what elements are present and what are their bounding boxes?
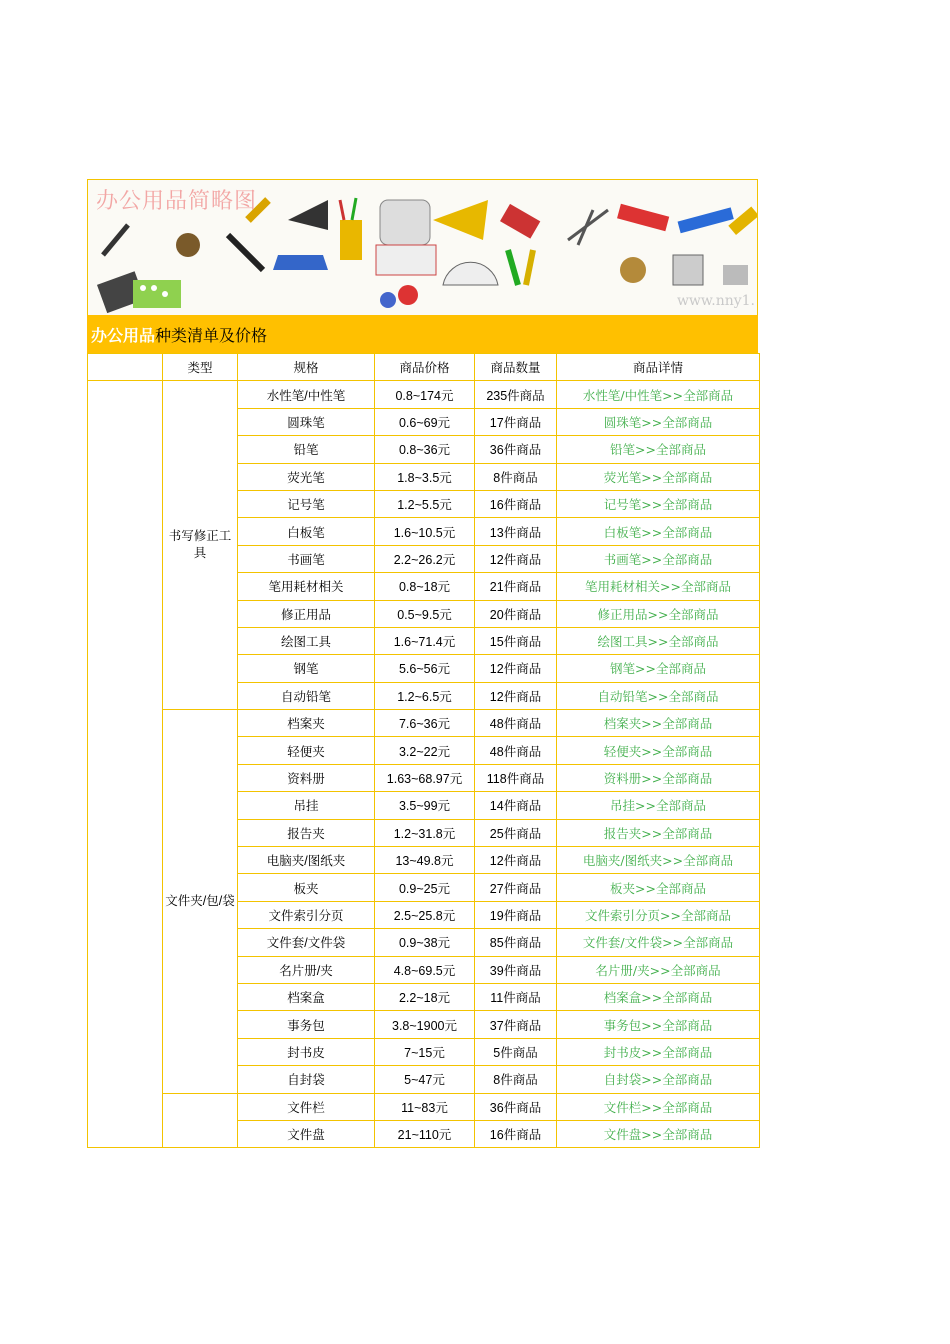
quantity-cell: 16件商品 [475, 490, 557, 517]
quantity-cell: 8件商品 [475, 463, 557, 490]
price-cell: 0.9~25元 [375, 874, 475, 901]
price-cell: 0.8~174元 [375, 381, 475, 408]
price-cell: 3.5~99元 [375, 792, 475, 819]
category-cell [163, 1093, 238, 1148]
quantity-cell: 11件商品 [475, 983, 557, 1010]
quantity-cell: 48件商品 [475, 710, 557, 737]
spec-cell: 轻便夹 [238, 737, 375, 764]
quantity-cell: 17件商品 [475, 408, 557, 435]
details-link[interactable]: 报告夹>>全部商品 [557, 819, 760, 846]
spec-cell: 绘图工具 [238, 627, 375, 654]
spec-cell: 名片册/夹 [238, 956, 375, 983]
price-cell: 1.2~6.5元 [375, 682, 475, 709]
banner-title: 办公用品简略图 [96, 189, 258, 214]
spec-cell: 铅笔 [238, 436, 375, 463]
column-header-quantity: 商品数量 [475, 354, 557, 381]
spec-cell: 板夹 [238, 874, 375, 901]
details-link[interactable]: 吊挂>>全部商品 [557, 792, 760, 819]
spec-cell: 吊挂 [238, 792, 375, 819]
price-cell: 1.63~68.97元 [375, 764, 475, 791]
price-cell: 3.8~1900元 [375, 1011, 475, 1038]
table-row [88, 381, 760, 408]
quantity-cell: 15件商品 [475, 627, 557, 654]
details-link[interactable]: 白板笔>>全部商品 [557, 518, 760, 545]
details-link[interactable]: 电脑夹/图纸夹>>全部商品 [557, 847, 760, 874]
spec-cell: 记号笔 [238, 490, 375, 517]
details-link[interactable]: 书画笔>>全部商品 [557, 545, 760, 572]
spec-cell: 钢笔 [238, 655, 375, 682]
spec-cell: 自封袋 [238, 1066, 375, 1093]
column-header-price: 商品价格 [375, 354, 475, 381]
quantity-cell: 20件商品 [475, 600, 557, 627]
quantity-cell: 36件商品 [475, 1093, 557, 1120]
details-link[interactable]: 资料册>>全部商品 [557, 764, 760, 791]
details-link[interactable]: 铅笔>>全部商品 [557, 436, 760, 463]
spec-cell: 水性笔/中性笔 [238, 381, 375, 408]
details-link[interactable]: 绘图工具>>全部商品 [557, 627, 760, 654]
heading-rest: 种类清单及价格 [155, 325, 268, 345]
spec-cell: 档案盒 [238, 983, 375, 1010]
details-link[interactable]: 修正用品>>全部商品 [557, 600, 760, 627]
price-cell: 0.5~9.5元 [375, 600, 475, 627]
quantity-cell: 16件商品 [475, 1120, 557, 1147]
column-header-details: 商品详情 [557, 354, 760, 381]
banner-watermark: www.nny1. [676, 293, 755, 309]
price-cell: 0.6~69元 [375, 408, 475, 435]
details-link[interactable]: 轻便夹>>全部商品 [557, 737, 760, 764]
quantity-cell: 12件商品 [475, 545, 557, 572]
quantity-cell: 39件商品 [475, 956, 557, 983]
price-cell: 1.6~10.5元 [375, 518, 475, 545]
table-row [88, 710, 760, 737]
category-cell: 书写修正工具 [163, 381, 238, 710]
price-cell: 21~110元 [375, 1120, 475, 1147]
spec-cell: 封书皮 [238, 1038, 375, 1065]
quantity-cell: 12件商品 [475, 682, 557, 709]
details-link[interactable]: 自动铅笔>>全部商品 [557, 682, 760, 709]
details-link[interactable]: 文件索引分页>>全部商品 [557, 901, 760, 928]
details-link[interactable]: 水性笔/中性笔>>全部商品 [557, 381, 760, 408]
quantity-cell: 5件商品 [475, 1038, 557, 1065]
price-cell: 7.6~36元 [375, 710, 475, 737]
quantity-cell: 12件商品 [475, 655, 557, 682]
details-link[interactable]: 文件盘>>全部商品 [557, 1120, 760, 1147]
price-cell: 2.5~25.8元 [375, 901, 475, 928]
price-cell: 1.8~3.5元 [375, 463, 475, 490]
quantity-cell: 118件商品 [475, 764, 557, 791]
quantity-cell: 48件商品 [475, 737, 557, 764]
price-cell: 5.6~56元 [375, 655, 475, 682]
spec-cell: 圆珠笔 [238, 408, 375, 435]
quantity-cell: 13件商品 [475, 518, 557, 545]
column-header-spec: 规格 [238, 354, 375, 381]
quantity-cell: 235件商品 [475, 381, 557, 408]
spec-cell: 自动铅笔 [238, 682, 375, 709]
price-cell: 1.6~71.4元 [375, 627, 475, 654]
category-cell: 文件夹/包/袋 [163, 710, 238, 1093]
quantity-cell: 14件商品 [475, 792, 557, 819]
quantity-cell: 25件商品 [475, 819, 557, 846]
spec-cell: 修正用品 [238, 600, 375, 627]
price-cell: 3.2~22元 [375, 737, 475, 764]
table-row [88, 1093, 760, 1120]
spec-cell: 事务包 [238, 1011, 375, 1038]
details-link[interactable]: 档案夹>>全部商品 [557, 710, 760, 737]
details-link[interactable]: 板夹>>全部商品 [557, 874, 760, 901]
price-table-body [88, 354, 760, 1148]
details-link[interactable]: 圆珠笔>>全部商品 [557, 408, 760, 435]
spec-cell: 白板笔 [238, 518, 375, 545]
spec-cell: 文件栏 [238, 1093, 375, 1120]
quantity-cell: 12件商品 [475, 847, 557, 874]
details-link[interactable]: 事务包>>全部商品 [557, 1011, 760, 1038]
price-cell: 7~15元 [375, 1038, 475, 1065]
quantity-cell: 27件商品 [475, 874, 557, 901]
details-link[interactable]: 自封袋>>全部商品 [557, 1066, 760, 1093]
spec-cell: 资料册 [238, 764, 375, 791]
section-heading [87, 315, 758, 353]
details-link[interactable]: 笔用耗材相关>>全部商品 [557, 573, 760, 600]
office-supplies-banner-image [87, 179, 758, 315]
price-cell: 5~47元 [375, 1066, 475, 1093]
price-table [87, 353, 760, 1148]
price-cell: 2.2~26.2元 [375, 545, 475, 572]
quantity-cell: 37件商品 [475, 1011, 557, 1038]
price-cell: 13~49.8元 [375, 847, 475, 874]
spec-cell: 文件盘 [238, 1120, 375, 1147]
details-link[interactable]: 记号笔>>全部商品 [557, 490, 760, 517]
spec-cell: 笔用耗材相关 [238, 573, 375, 600]
price-cell: 0.8~18元 [375, 573, 475, 600]
quantity-cell: 19件商品 [475, 901, 557, 928]
spec-cell: 报告夹 [238, 819, 375, 846]
column-header-type: 类型 [163, 354, 238, 381]
quantity-cell: 8件商品 [475, 1066, 557, 1093]
spec-cell: 书画笔 [238, 545, 375, 572]
price-cell: 0.9~38元 [375, 929, 475, 956]
spec-cell: 文件索引分页 [238, 901, 375, 928]
price-cell: 0.8~36元 [375, 436, 475, 463]
price-cell: 1.2~5.5元 [375, 490, 475, 517]
price-cell: 1.2~31.8元 [375, 819, 475, 846]
spec-cell: 文件套/文件袋 [238, 929, 375, 956]
blank-side-cell [88, 381, 163, 1148]
details-link[interactable]: 钢笔>>全部商品 [557, 655, 760, 682]
table-header-row [88, 354, 760, 381]
quantity-cell: 36件商品 [475, 436, 557, 463]
details-link[interactable]: 荧光笔>>全部商品 [557, 463, 760, 490]
spec-cell: 电脑夹/图纸夹 [238, 847, 375, 874]
heading-highlight: 办公用品 [91, 325, 156, 345]
spec-cell: 档案夹 [238, 710, 375, 737]
quantity-cell: 85件商品 [475, 929, 557, 956]
quantity-cell: 21件商品 [475, 573, 557, 600]
details-link[interactable]: 封书皮>>全部商品 [557, 1038, 760, 1065]
details-link[interactable]: 文件栏>>全部商品 [557, 1093, 760, 1120]
price-cell: 4.8~69.5元 [375, 956, 475, 983]
document [87, 179, 758, 1148]
blank-header-cell [88, 354, 163, 381]
details-link[interactable]: 名片册/夹>>全部商品 [557, 956, 760, 983]
price-cell: 2.2~18元 [375, 983, 475, 1010]
spec-cell: 荧光笔 [238, 463, 375, 490]
details-link[interactable]: 档案盒>>全部商品 [557, 983, 760, 1010]
details-link[interactable]: 文件套/文件袋>>全部商品 [557, 929, 760, 956]
price-cell: 11~83元 [375, 1093, 475, 1120]
